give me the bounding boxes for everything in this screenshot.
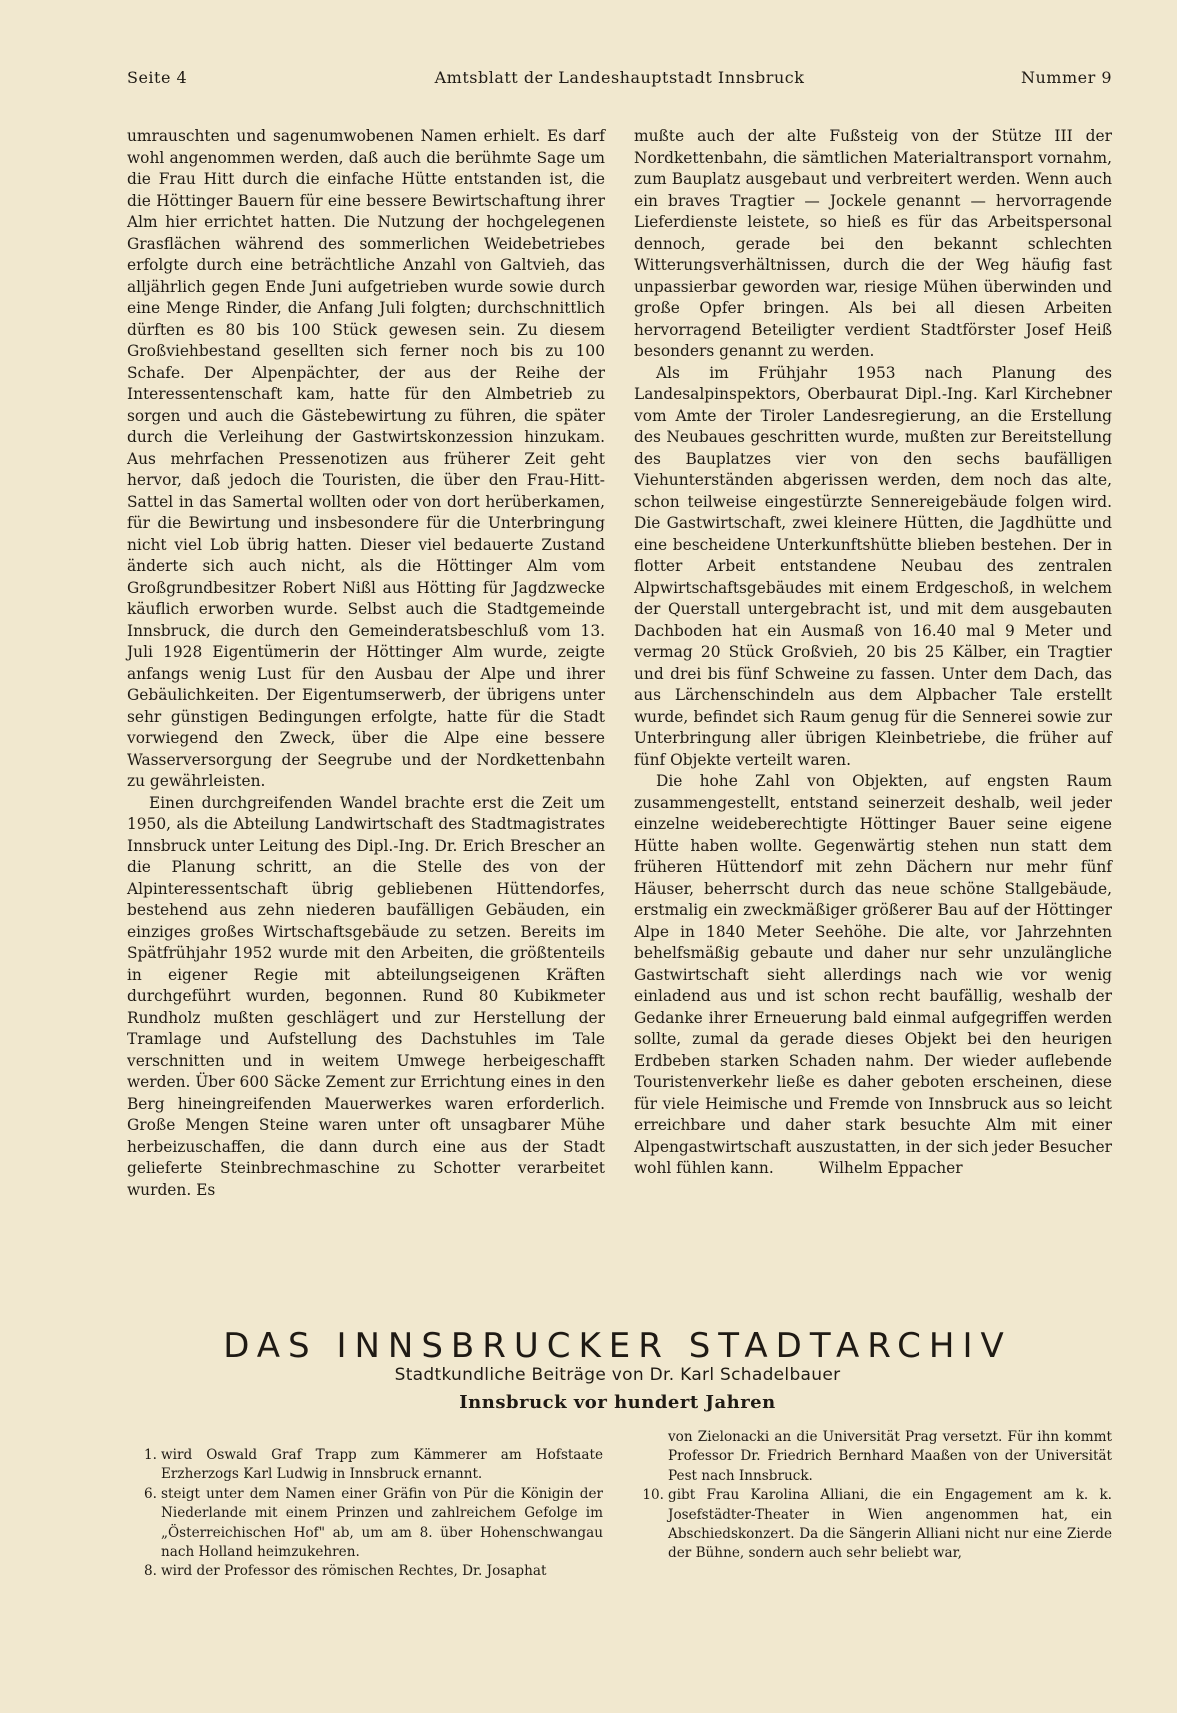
chronicle-column-left — [127, 1446, 603, 1582]
section-banner: DAS INNSBRUCKER STADTARCHIV — [223, 1326, 1012, 1366]
entry-day: 8. — [144, 1563, 157, 1580]
page-number: Seite 4 — [127, 68, 188, 87]
page-header — [127, 68, 1112, 90]
article-column-left — [127, 126, 605, 1201]
article-paragraph — [634, 771, 1112, 1180]
entry-day: 10. — [642, 1487, 664, 1504]
article-paragraph: Einen durchgreifenden Wandel brachte erst die Zeit um 1950, als die Abteilung Landwirtschaft des Stadtmagistrates Innsbruck unter Leitung des Dipl.-Ing. Dr. Erich Brescher an die Planung schritt, an die Stelle des von der Alpinteressentschaft übrig gebliebenen Hüttendorfes, bestehend aus zehn niederen baufälligen Gebäuden, ein einziges großes Wirtschaftsgebäude zu setzen. Bereits im Spätfrühjahr 1952 wurde mit den Arbeiten, die größtenteils in eigener Regie mit abteilungseigenen Kräften durchgeführt wurden, begonnen. Rund 80 Kubikmeter Rundholz mußten geschlägert und zur Herstellung der Tramlage und Aufstellung des Dachstuhles im Tale verschnitten und in weitem Umwege herbeigeschafft werden. Über 600 Säcke Zement zur Errichtung eines in den Berg hineingreifenden Mauerwerkes waren erforderlich. Große Mengen Steine waren unter oft unsagbarer Mühe herbeizuschaffen, die dann durch eine aus der Stadt gelieferte Steinbrechmaschine zu Schotter verarbeitet wurden. Es — [127, 793, 605, 1199]
author-signature: Wilhelm Eppacher — [818, 1159, 963, 1177]
entry-text: wird der Professor des römischen Rechtes, Dr. Josaphat — [161, 1563, 547, 1580]
chronicle-continuation: von Zielonacki an die Universität Prag versetzt. Für ihn kommt Professor Dr. Friedrich Bernhard Maaßen von der Universität Pest nach Innsbruck. — [668, 1429, 1112, 1484]
chronicle-entry — [634, 1486, 1112, 1564]
publication-title: Amtsblatt der Landeshauptstadt Innsbruck — [434, 68, 805, 87]
entry-text: wird Oswald Graf Trapp zum Kämmerer am Hofstaate Erzherzogs Karl Ludwig in Innsbruck ernannt. — [161, 1447, 603, 1483]
entry-day: 6. — [144, 1485, 157, 1502]
entry-day: 1. — [144, 1447, 157, 1463]
section-subtitle: Stadtkundliche Beiträge von Dr. Karl Schadelbauer — [394, 1365, 841, 1385]
article-paragraph: mußte auch der alte Fußsteig von der Stütze III der Nordkettenbahn, die sämtlichen Materialtransport vornahm, zum Bauplatz ausgebaut und verbreitert werden. Wenn auch ein braves Tragtier — Jockele genannt — hervorragende Lieferdienste leistete, so hieß es für das Arbeitspersonal dennoch, gerade bei den bekannt schlechten Witterungsverhältnissen, durch die der Weg häufig fast unpassierbar geworden war, riesige Mühen überwinden und große Opfer bringen. Als bei all diesen Arbeiten hervorragend Beteiligter verdient Stadtförster Josef Heiß besonders genannt zu werden. — [634, 127, 1112, 360]
section-heading: Innsbruck vor hundert Jahren — [459, 1392, 776, 1413]
chronicle-column-right — [634, 1428, 1112, 1564]
issue-number: Nummer 9 — [1020, 68, 1112, 87]
article-paragraph-text: Die hohe Zahl von Objekten, auf engsten Raum zusammengestellt, entstand seinerzeit deshalb, weil jeder einzelne weideberechtigte Höttinger Bauer seine eigene Hütte haben wollte. Gegenwärtig stehen nun statt dem früheren Hüttendorf mit zehn Dächern nur mehr fünf Häuser, beherrscht durch das neue schöne Stallgebäude, erstmalig ein zweckmäßiger größerer Bau auf der Höttinger Alpe in 1840 Meter Seehöhe. Die alte, vor Jahrzehnten behelfsmäßig gebaute und daher nur sehr unzulängliche Gastwirtschaft sieht allerdings nach wie vor wenig einladend aus und ist schon recht baufällig, weshalb der Gedanke ihrer Erneuerung bald einmal aufgegriffen werden sollte, zumal da gerade dieses Objekt bei den heurigen Erdbeben starken Schaden nahm. Der wieder auflebende Touristenverkehr ließe es daher geboten erscheinen, diese für viele Heimische und Fremde von Innsbruck aus so leicht erreichbare und daher stark besuchte Alm mit einer Alpengastwirtschaft auszustatten, in der sich jeder Besucher wohl fühlen kann. — [634, 772, 1112, 1177]
article-column-right — [634, 126, 1112, 1180]
entry-text: gibt Frau Karolina Alliani, die ein Engagement am k. k. Josefstädter-Theater in Wien angenommen hat, ein Abschiedskonzert. Da die Sängerin Alliani nicht nur eine Zierde der Bühne, sondern auch sehr beliebt war, — [668, 1487, 1112, 1562]
article-paragraph: Als im Frühjahr 1953 nach Planung des Landesalpinspektors, Oberbaurat Dipl.-Ing. Karl Kirchebner vom Amte der Tiroler Landesregierung, an die Erstellung des Neubaues geschritten wurde, mußten zur Bereitstellung des Bauplatzes vier von den sechs baufälligen Viehunterständen abgerissen werden, dem noch das alte, schon teilweise eingestürzte Sennereigebäude folgen wird. Die Gastwirtschaft, zwei kleinere Hütten, die Jagdhütte und eine bescheidene Unterkunftshütte blieben bestehen. Der in flotter Arbeit entstandene Neubau des zentralen Alpwirtschaftsgebäudes mit einem Erdgeschoß, in welchem der Querstall untergebracht ist, und mit dem ausgebauten Dachboden hat ein Ausmaß von 16.40 mal 9 Meter und vermag 20 Stück Großvieh, 20 bis 25 Kälber, ein Tragtier und drei bis fünf Schweine zu fassen. Unter dem Dach, das aus Lärchenschindeln aus dem Alpbacher Tale erstellt wurde, befindet sich Raum genug für die Sennerei sowie zur Unterbringung aller übrigen Kleinbetriebe, die früher auf fünf Objekte verteilt waren. — [634, 363, 1112, 769]
chronicle-entry — [127, 1446, 603, 1485]
article-paragraph: umrauschten und sagenumwobenen Namen erhielt. Es darf wohl angenommen werden, daß auch die berühmte Sage um die Frau Hitt durch die einfache Hütte entstanden ist, die die Höttinger Bauern für eine bessere Bewirtschaftung ihrer Alm hier errichtet hatten. Die Nutzung der hochgelegenen Grasflächen während des sommerlichen Weidebetriebes erfolgte durch eine beträchtliche Anzahl von Galtvieh, das alljährlich gegen Ende Juni aufgetrieben wurde sowie durch eine Menge Rinder, die Anfang Juli folgten; durchschnittlich dürften es 80 bis 100 Stück gewesen sein. Zu diesem Großviehbestand gesellten sich ferner noch bis zu 100 Schafe. Der Alpenpächter, der aus der Reihe der Interessentenschaft kam, hatte für den Almbetrieb zu sorgen und auch die Gästebewirtung zu führen, die später durch die Verleihung der Gastwirtskonzession hinzukam. Aus mehrfachen Pressenotizen aus früherer Zeit geht hervor, daß jedoch die Touristen, die über den Frau-Hitt-Sattel in das Samertal wollten oder von dort herüberkamen, für die Bewirtung und insbesondere für die Unterbringung nicht viel Lob übrig hatten. Dieser viel bedauerte Zustand änderte sich auch nicht, als die Höttinger Alm vom Großgrundbesitzer Robert Nißl aus Hötting für Jagdzwecke käuflich erworben wurde. Selbst auch die Stadtgemeinde Innsbruck, die durch den Gemeinderatsbeschluß vom 13. Juli 1928 Eigentümerin der Höttinger Alm wurde, zeigte anfangs wenig Lust für den Ausbau der Alpe und ihrer Gebäulichkeiten. Der Eigentumserwerb, der übrigens unter sehr günstigen Bedingungen erfolgte, hatte für die Stadt vorwiegend den Zweck, über die Alpe eine bessere Wasserversorgung der Seegrube und der Nordkettenbahn zu gewährleisten. — [127, 127, 605, 790]
entry-text: steigt unter dem Namen einer Gräfin von Pür die Königin der Niederlande mit einem Prinzen und zahlreichem Gefolge im „Österreichischen Hof" ab, um am 8. über Hohenschwangau nach Holland heimzukehren. — [161, 1485, 603, 1561]
chronicle-entry — [127, 1562, 603, 1581]
chronicle-entry — [127, 1485, 603, 1563]
